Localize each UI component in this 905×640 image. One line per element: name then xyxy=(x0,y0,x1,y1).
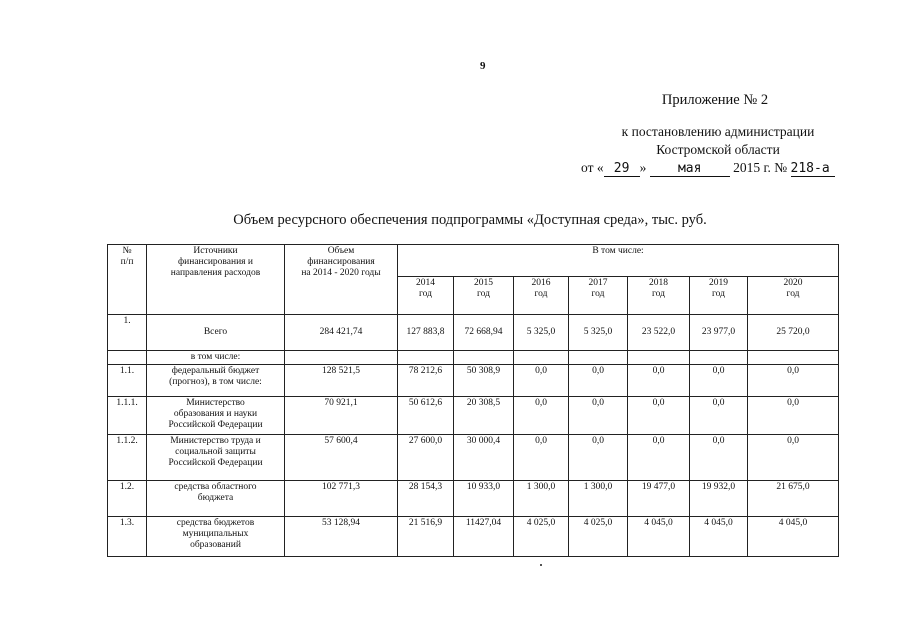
row-value: 72 668,94 xyxy=(454,315,514,351)
row-value: 10 933,0 xyxy=(454,481,514,517)
table-row xyxy=(108,435,839,481)
row-value: 4 025,0 xyxy=(569,517,628,557)
header-source: Источники финансирования и направления расходов xyxy=(147,245,285,315)
row-num xyxy=(108,351,147,365)
row-value: 1 300,0 xyxy=(569,481,628,517)
row-name: Министерство образования и науки Российской Федерации xyxy=(147,397,285,435)
table-row-total xyxy=(108,315,839,351)
row-num: 1.3. xyxy=(108,517,147,557)
header-year: 2020 год xyxy=(748,277,839,315)
row-value: 23 522,0 xyxy=(628,315,690,351)
header-row xyxy=(108,245,839,277)
header-year: 2018 год xyxy=(628,277,690,315)
row-value: 4 045,0 xyxy=(748,517,839,557)
row-value: 5 325,0 xyxy=(569,315,628,351)
row-value: 127 883,8 xyxy=(398,315,454,351)
row-value: 28 154,3 xyxy=(398,481,454,517)
funding-table xyxy=(107,244,839,557)
header-year: 2016 год xyxy=(514,277,569,315)
row-value: 0,0 xyxy=(569,435,628,481)
appendix-title: Приложение № 2 xyxy=(661,92,769,108)
table-row xyxy=(108,365,839,397)
row-value: 0,0 xyxy=(514,397,569,435)
document-title: Объем ресурсного обеспечения подпрограммы «Доступная среда», тыс. руб. xyxy=(233,212,707,228)
row-value: 0,0 xyxy=(748,435,839,481)
row-num: 1.1. xyxy=(108,365,147,397)
header-volume: Объем финансирования на 2014 - 2020 годы xyxy=(285,245,398,315)
row-volume: 102 771,3 xyxy=(285,481,398,517)
row-value: 0,0 xyxy=(690,435,748,481)
header-year: 2019 год xyxy=(690,277,748,315)
table-row xyxy=(108,481,839,517)
row-value: 21 675,0 xyxy=(748,481,839,517)
row-value: 4 025,0 xyxy=(514,517,569,557)
row-value: 11427,04 xyxy=(454,517,514,557)
row-value: 1 300,0 xyxy=(514,481,569,517)
scan-dot xyxy=(540,564,542,566)
row-value: 30 000,4 xyxy=(454,435,514,481)
page-number: 9 xyxy=(480,60,486,72)
decree-reference-line-2: Костромской области xyxy=(656,142,780,157)
row-name: федеральный бюджет (прогноз), в том числе: xyxy=(147,365,285,397)
row-value: 20 308,5 xyxy=(454,397,514,435)
header-year: 2017 год xyxy=(569,277,628,315)
row-value: 23 977,0 xyxy=(690,315,748,351)
row-name: средства бюджетов муниципальных образований xyxy=(147,517,285,557)
row-volume: 53 128,94 xyxy=(285,517,398,557)
date-prefix: от « xyxy=(581,160,604,175)
decree-number: 218-а xyxy=(791,162,835,177)
row-value: 0,0 xyxy=(569,397,628,435)
row-num: 1.2. xyxy=(108,481,147,517)
row-volume: 284 421,74 xyxy=(285,315,398,351)
decree-date-line xyxy=(581,160,881,177)
row-value: 4 045,0 xyxy=(690,517,748,557)
row-value: 21 516,9 xyxy=(398,517,454,557)
date-year: 2015 г. № xyxy=(733,160,788,175)
row-value: 0,0 xyxy=(748,365,839,397)
row-volume: 57 600,4 xyxy=(285,435,398,481)
row-value: 50 612,6 xyxy=(398,397,454,435)
row-value: 19 932,0 xyxy=(690,481,748,517)
row-volume xyxy=(285,351,398,365)
row-name: Министерство труда и социальной защиты Российской Федерации xyxy=(147,435,285,481)
row-value: 0,0 xyxy=(690,365,748,397)
header-year: 2015 год xyxy=(454,277,514,315)
row-volume: 128 521,5 xyxy=(285,365,398,397)
row-name: в том числе: xyxy=(147,351,285,365)
header-num: № п/п xyxy=(108,245,147,315)
date-day: 29 xyxy=(604,162,640,177)
row-num: 1.1.2. xyxy=(108,435,147,481)
row-value: 0,0 xyxy=(569,365,628,397)
row-value: 0,0 xyxy=(628,435,690,481)
row-value: 19 477,0 xyxy=(628,481,690,517)
row-value: 0,0 xyxy=(514,365,569,397)
row-name: средства областного бюджета xyxy=(147,481,285,517)
header-including: В том числе: xyxy=(398,245,839,277)
row-value: 78 212,6 xyxy=(398,365,454,397)
row-volume: 70 921,1 xyxy=(285,397,398,435)
row-num: 1.1.1. xyxy=(108,397,147,435)
row-name: Всего xyxy=(147,315,285,351)
row-value: 0,0 xyxy=(748,397,839,435)
row-value: 0,0 xyxy=(690,397,748,435)
row-value: 50 308,9 xyxy=(454,365,514,397)
row-value: 25 720,0 xyxy=(748,315,839,351)
header-year: 2014 год xyxy=(398,277,454,315)
row-value: 5 325,0 xyxy=(514,315,569,351)
row-value: 0,0 xyxy=(628,365,690,397)
table-row xyxy=(108,397,839,435)
table-row-including xyxy=(108,351,839,365)
row-value: 4 045,0 xyxy=(628,517,690,557)
decree-reference-line-1: к постановлению администрации xyxy=(621,124,815,139)
row-value: 0,0 xyxy=(628,397,690,435)
row-num: 1. xyxy=(108,315,147,351)
row-value: 27 600,0 xyxy=(398,435,454,481)
date-month: мая xyxy=(650,162,730,177)
table-row xyxy=(108,517,839,557)
date-mid: » xyxy=(639,160,647,175)
row-value: 0,0 xyxy=(514,435,569,481)
